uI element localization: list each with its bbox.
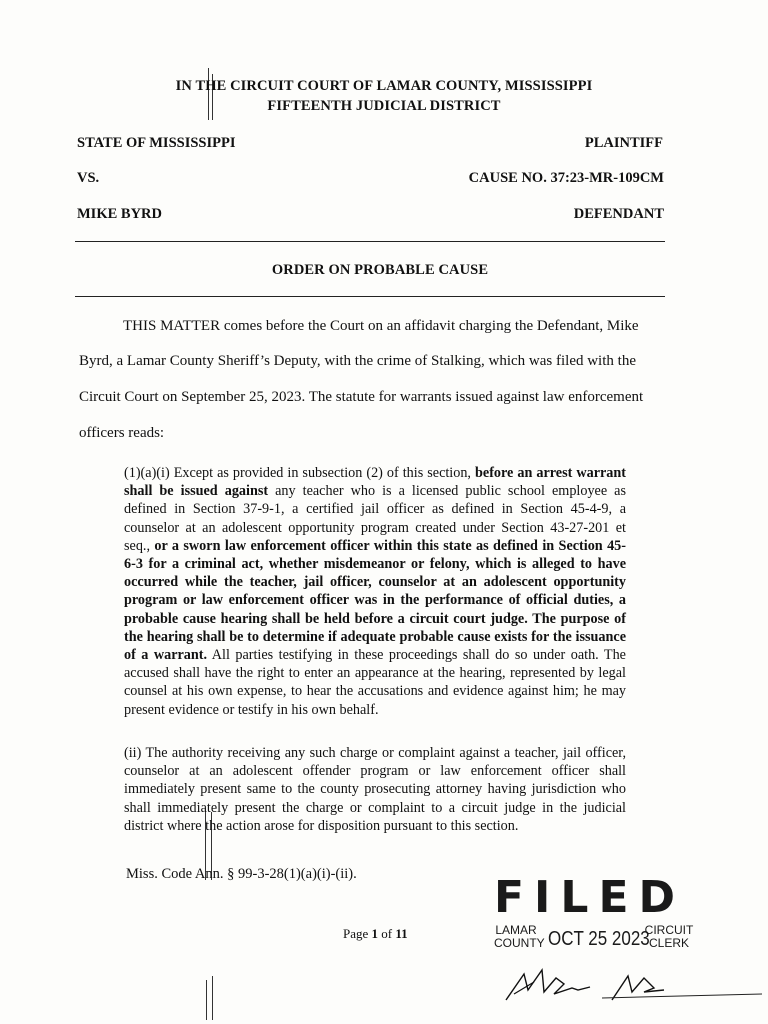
statute-quote-i <box>124 464 626 719</box>
intro-line: THIS MATTER comes before the Court on an affidavit charging the Defendant, Mike <box>123 318 639 334</box>
stamp-clerk-line1: CIRCUIT <box>644 923 694 937</box>
page-total: 11 <box>395 926 408 941</box>
plaintiff-name: STATE OF MISSISSIPPI <box>77 135 236 151</box>
divider-top <box>75 241 665 242</box>
divider-bottom <box>75 296 665 297</box>
stamp-clerk-line2: CLERK <box>648 936 689 950</box>
court-header-line1: IN THE CIRCUIT COURT OF LAMAR COUNTY, MISSISSIPPI <box>175 78 593 94</box>
plaintiff-role: PLAINTIFF <box>584 135 663 151</box>
defendant-name: MIKE BYRD <box>77 206 162 222</box>
scan-mark <box>212 976 213 1020</box>
order-title: ORDER ON PROBABLE CAUSE <box>271 262 489 278</box>
stamp-county-line2: COUNTY <box>494 936 545 950</box>
quote-segment: All parties testifying in these proceedings shall do so under oath. The accused shall have the right to enter an appearance at the hearing, represented by legal counsel at his own expense, to hear the accusations and evidence against him; he may present evidence or testify in his own behalf. <box>124 647 626 718</box>
clerk-signature <box>494 960 764 1008</box>
intro-line: Byrd, a Lamar County Sheriff’s Deputy, with the crime of Stalking, which was filed with the <box>79 353 636 369</box>
quote-segment-bold: or a sworn law enforcement officer within this state as defined in Section 45-6-3 for a criminal act, whether misdemeanor or felony, which is alleged to have occurred while the teacher, jail officer, counselor at an adolescent opportunity program or law enforcement officer was in the performance of official duties, a probable cause hearing shall be held before a circuit court judge. The purpose of the hearing shall be to determine if adequate probable cause exists for the issuance of a warrant. <box>124 537 626 664</box>
court-header-line2: FIFTEENTH JUDICIAL DISTRICT <box>267 98 501 114</box>
defendant-role: DEFENDANT <box>573 206 664 222</box>
quote-segment-bold: before an arrest warrant shall be issued against <box>124 465 626 500</box>
stamp-county <box>494 923 545 950</box>
stamp-clerk <box>644 924 694 950</box>
quote-segment: (1)(a)(i) Except as provided in subsection (2) of this section, <box>124 465 475 481</box>
statute-citation: Miss. Code Ann. § 99-3-28(1)(a)(i)-(ii). <box>126 866 357 882</box>
intro-line: Circuit Court on September 25, 2023. The statute for warrants issued against law enforcement <box>79 389 644 405</box>
page-current: 1 <box>371 926 379 941</box>
quote-segment: any teacher who is a licensed public school employee as defined in Section 37-9-1, a certified jail officer as defined in Section 45-4-9, a counselor at an adolescent opportunity program created under Section 43-27-201 et seq., <box>124 483 626 554</box>
scan-mark <box>206 980 207 1020</box>
versus: VS. <box>77 170 100 186</box>
stamp-county-line1: LAMAR <box>495 923 537 937</box>
intro-line: officers reads: <box>79 425 165 441</box>
cause-number: CAUSE NO. 37:23-MR-109CM <box>468 170 664 186</box>
page-prefix: Page <box>343 926 372 941</box>
stamp-date: OCT 25 2023 <box>548 928 650 950</box>
page-number <box>343 926 408 942</box>
page-of: of <box>378 926 396 941</box>
statute-quote-ii: (ii) The authority receiving any such charge or complaint against a teacher, jail officer, counselor at an adolescent offender program or law enforcement officer shall immediately present same to the county prosecuting attorney having jurisdiction who shall immediately present the charge or complaint to a circuit judge in the judicial district where the action arose for disposition pursuant to this section. <box>124 745 626 834</box>
filed-stamp: FILED <box>494 872 686 923</box>
